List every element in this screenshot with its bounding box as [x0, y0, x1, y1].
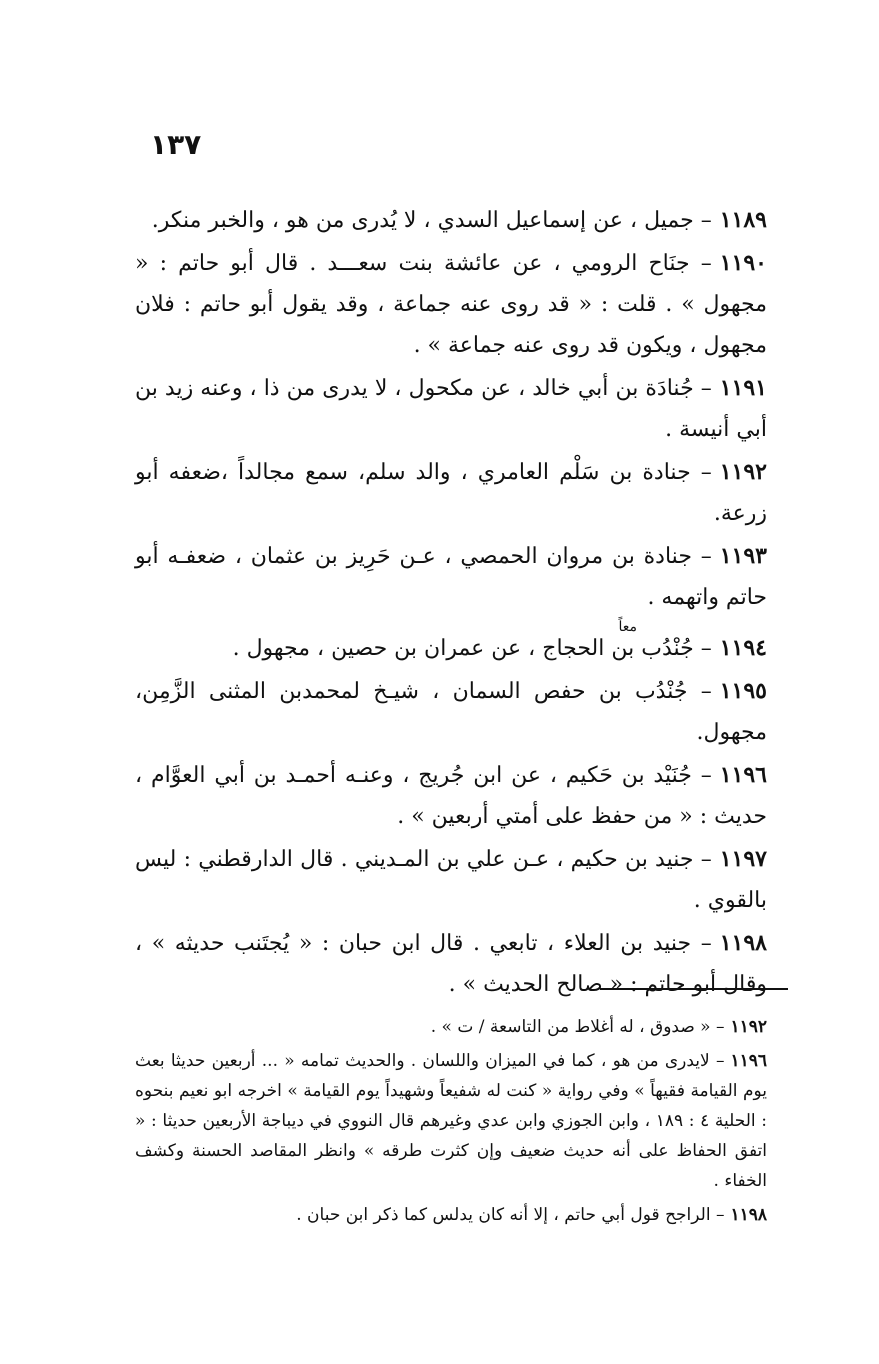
entry-1193 — [135, 536, 767, 618]
entry-number: ١١٨٩ — [719, 207, 767, 233]
entry-number: ١١٩٨ — [719, 930, 767, 956]
entry-text: – جنيد بن حكيم ، عـن علي بن المـديني . قال الدارقطني : ليس بالقوي . — [135, 847, 767, 913]
entry-text: – جنيد بن العلاء ، تابعي . قال ابن حبان : « يُجتَنب حديثه » ، وقال أبو حاتم : « صالح الحديث » . — [135, 931, 767, 997]
footnote-divider — [600, 988, 788, 990]
entry-text: – جُنادَة بن أبي خالد ، عن مكحول ، لا يدرى من ذا ، وعنه زيد بن أبي أنيسة . — [135, 376, 767, 442]
entry-text: – جميل ، عن إسماعيل السدي ، لا يُدرى من هو ، والخبر منكر. — [151, 208, 712, 233]
entry-number: ١١٩٣ — [719, 543, 767, 569]
entry-text: – جنادة بن سَلْم العامري ، والد سلم، سمع مجالداً ،ضعفه أبو زرعة. — [135, 460, 767, 526]
footnote-1196 — [135, 1046, 767, 1196]
page-number: ١٣٧ — [150, 128, 202, 161]
entry-1189 — [135, 200, 767, 241]
footnote-text: – « صدوق ، له أغلاط من التاسعة / ت » . — [430, 1017, 725, 1037]
entry-number: ١١٩٢ — [719, 459, 767, 485]
superscript-note: معاً — [618, 619, 637, 635]
footnote-1198 — [135, 1200, 767, 1230]
entry-1190 — [135, 243, 767, 366]
footnote-1192 — [135, 1012, 767, 1042]
entry-1191 — [135, 368, 767, 450]
entry-1197 — [135, 839, 767, 921]
entry-1196 — [135, 755, 767, 837]
footnote-number: ١١٩٢ — [730, 1017, 767, 1037]
entry-1192 — [135, 452, 767, 534]
entry-number: ١١٩١ — [719, 375, 767, 401]
footnotes — [135, 1012, 767, 1234]
entry-number: ١١٩٠ — [719, 250, 767, 276]
entry-text: – جُنَيْد بن حَكيم ، عن ابن جُريج ، وعنـه أحمـد بن أبي العوَّام ، حديث : « من حفظ على أمتي أربعين » . — [135, 763, 767, 829]
entry-number: ١١٩٧ — [719, 846, 767, 872]
footnote-text: – الراجح قول أبي حاتم ، إلا أنه كان يدلس كما ذكر ابن حبان . — [296, 1205, 725, 1225]
entry-1195 — [135, 671, 767, 753]
entry-number: ١١٩٦ — [719, 762, 767, 788]
entry-text: – جنادة بن مروان الحمصي ، عـن حَرِيز بن عثمان ، ضعفـه أبو حاتم واتهمه . — [135, 544, 767, 610]
entry-1194 — [135, 628, 767, 669]
entry-text: – جُنْدُب بن حفص السمان ، شيـخ لمحمدبن المثنى الزَّمِن، مجهول. — [135, 679, 767, 745]
entry-text: – جنَاح الرومي ، عن عائشة بنت سعـــد . قال أبو حاتم : « مجهول » . قلت : « قد روى عنه جماعة ، وقد يقول أبو حاتم : فلان مجهول ، ويكون قد روى عنه جماعة » . — [135, 251, 767, 358]
entry-1198 — [135, 923, 767, 1005]
footnote-text: – لايدرى من هو ، كما في الميزان واللسان . والحديث تمامه « ... أربعين حديثا بعث يوم القيامة فقيهاً » وفي رواية « كنت له شفيعاً وشهيداً يوم القيامة » اخرجه ابو نعيم بنحوه : الحلية ٤ : ١٨٩ ، وابن الجوزي وابن عدي وغيرهم قال النووي في ديباجة الأربعين حديثا : « اتفق الحفاظ على أنه حديث ضعيف وإن كثرت طرقه » وانظر المقاصد الحسنة وكشف الخفاء . — [135, 1051, 767, 1191]
footnote-number: ١١٩٦ — [730, 1051, 767, 1071]
entry-number: ١١٩٥ — [719, 678, 767, 704]
footnote-number: ١١٩٨ — [730, 1205, 767, 1225]
entry-text: – جُنْدُب بن الحجاج ، عن عمران بن حصين ، مجهول . — [232, 636, 712, 661]
entry-number: ١١٩٤ — [719, 635, 767, 661]
main-text — [135, 200, 767, 1007]
